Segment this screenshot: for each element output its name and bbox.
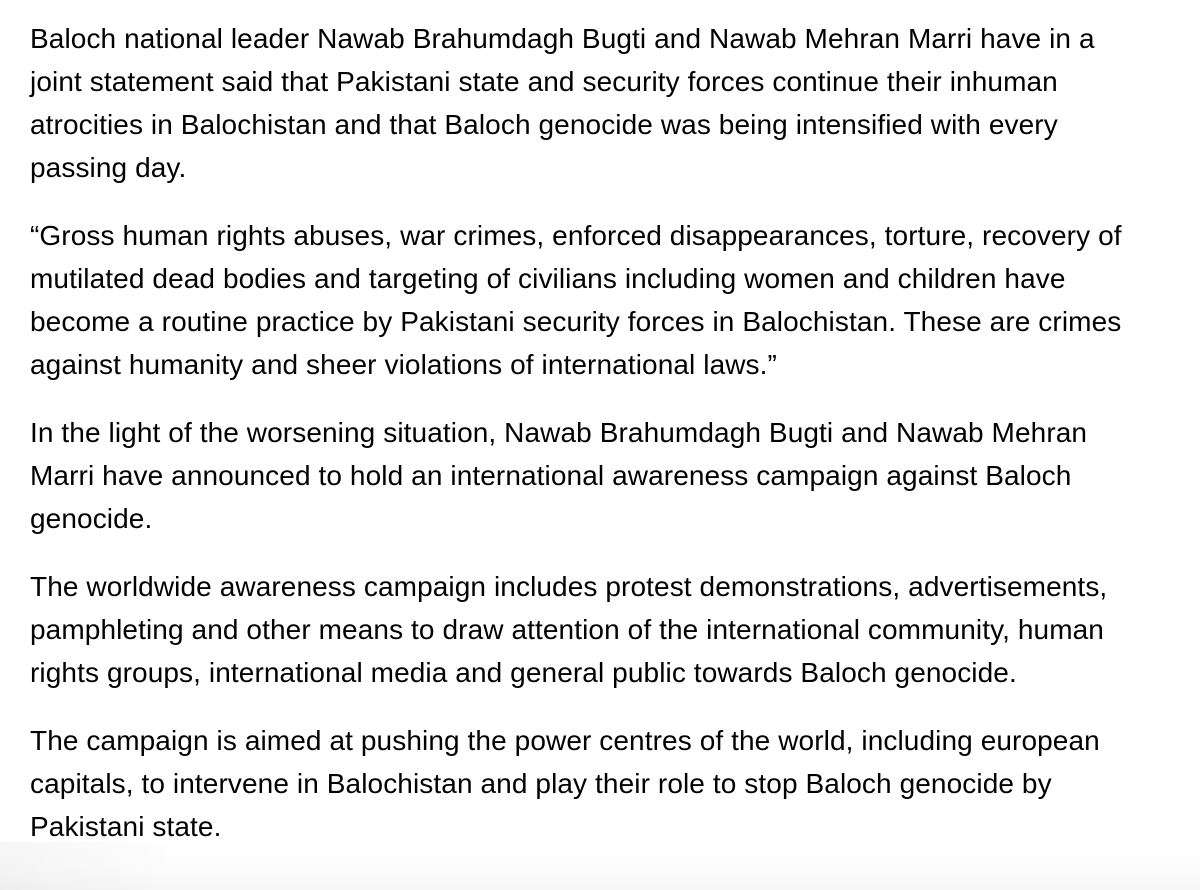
text-line: mutilated dead bodies and targeting of civilians including women and children have (30, 263, 1066, 294)
text-line: capitals, to intervene in Balochistan and play their role to stop Baloch genocide by (30, 768, 1052, 799)
text-line: In the light of the worsening situation, Nawab Brahumdagh Bugti and Nawab Mehran (30, 417, 1088, 448)
text-line: passing day. (30, 152, 187, 183)
text-line: atrocities in Balochistan and that Baloch genocide was being intensified with every (30, 109, 1058, 140)
text-line: Baloch national leader Nawab Brahumdagh Bugti and Nawab Mehran Marri have in a (30, 23, 1095, 54)
paragraph-5 (30, 719, 1170, 848)
text-line: “Gross human rights abuses, war crimes, enforced disappearances, torture, recovery of (30, 220, 1122, 251)
text-line: pamphleting and other means to draw attention of the international community, human (30, 614, 1104, 645)
text-line: The worldwide awareness campaign includes protest demonstrations, advertisements, (30, 571, 1108, 602)
text-line: against humanity and sheer violations of international laws.” (30, 349, 777, 380)
text-line: become a routine practice by Pakistani security forces in Balochistan. These are crimes (30, 306, 1122, 337)
text-line: rights groups, international media and general public towards Baloch genocide. (30, 657, 1017, 688)
text-line: Pakistani state. (30, 811, 222, 842)
page-bottom-shade (0, 842, 1200, 890)
paragraph-4 (30, 565, 1170, 694)
text-line: joint statement said that Pakistani state and security forces continue their inhuman (30, 66, 1058, 97)
paragraph-1 (30, 17, 1170, 189)
paragraph-2 (30, 214, 1170, 386)
paragraph-3 (30, 411, 1170, 540)
text-line: genocide. (30, 503, 153, 534)
text-line: The campaign is aimed at pushing the power centres of the world, including european (30, 725, 1100, 756)
text-line: Marri have announced to hold an international awareness campaign against Baloch (30, 460, 1072, 491)
